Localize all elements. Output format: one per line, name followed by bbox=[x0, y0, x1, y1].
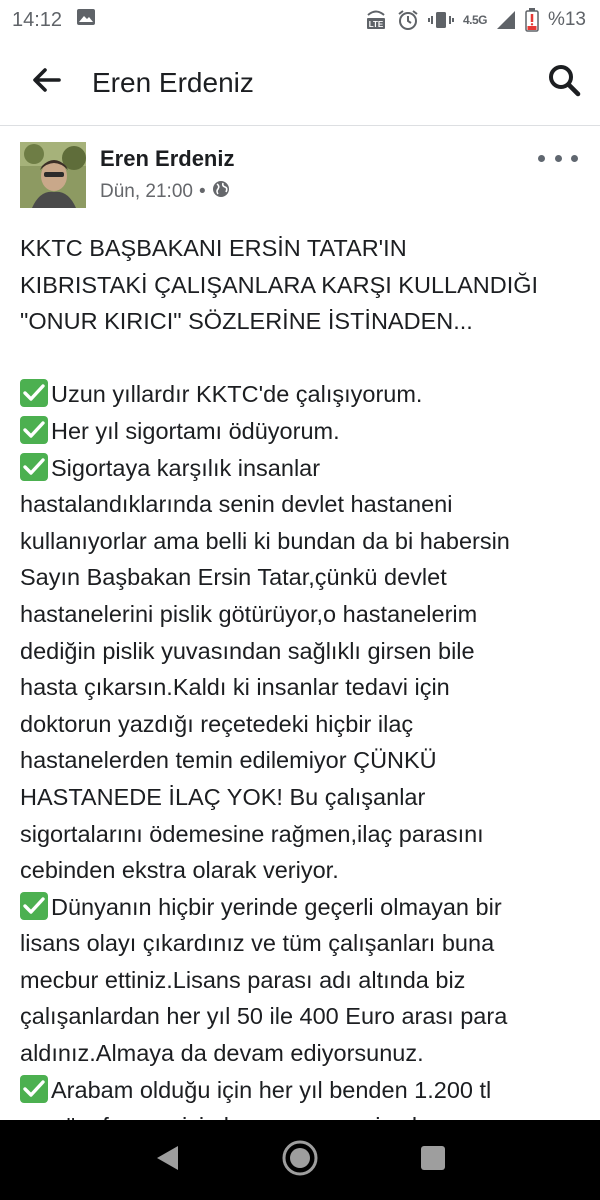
more-options-button[interactable] bbox=[538, 148, 578, 168]
check-mark-button-icon bbox=[20, 1075, 48, 1103]
check-mark-button-icon bbox=[20, 453, 48, 481]
recents-square-icon bbox=[420, 1145, 446, 1176]
post-text bbox=[20, 230, 592, 1120]
check-mark-button-icon bbox=[20, 379, 48, 407]
post-line: mecbur ettiniz.Lisans parası adı altında biz bbox=[20, 966, 466, 993]
paragraph-gap bbox=[20, 340, 592, 377]
post-line: sigortalarını ödemesine rağmen,ilaç parasını bbox=[20, 820, 484, 847]
back-triangle-icon bbox=[154, 1144, 180, 1177]
back-button[interactable] bbox=[0, 40, 92, 126]
battery-percent: %13 bbox=[547, 9, 586, 30]
svg-text:LTE: LTE bbox=[368, 20, 384, 29]
status-left bbox=[12, 8, 96, 32]
post-line: hasta çıkarsın.Kaldı ki insanlar tedavi için bbox=[20, 674, 450, 701]
post-time-row bbox=[100, 180, 234, 204]
post-line: Sigortaya karşılık insanlar bbox=[20, 450, 592, 487]
vibrate-icon bbox=[428, 10, 454, 30]
nav-recents-button[interactable] bbox=[403, 1130, 463, 1190]
alarm-icon bbox=[397, 9, 419, 31]
search-icon bbox=[547, 63, 581, 102]
more-dot-icon bbox=[538, 155, 545, 162]
post-line: kullanıyorlar ama belli ki bundan da bi habersin bbox=[20, 527, 510, 554]
more-dot-icon bbox=[571, 155, 578, 162]
nav-home-button[interactable] bbox=[270, 1130, 330, 1190]
battery-low-icon bbox=[525, 8, 539, 32]
post-line: aldınız.Almaya da devam ediyorsunuz. bbox=[20, 1040, 424, 1067]
back-arrow-icon bbox=[31, 67, 61, 98]
separator-dot: • bbox=[198, 181, 206, 202]
post-intro-line: KIBRISTAKİ ÇALIŞANLARA KARŞI KULLANDIĞI bbox=[20, 271, 539, 298]
nav-back-button[interactable] bbox=[137, 1130, 197, 1190]
post-line: HASTANEDE İLAÇ YOK! Bu çalışanlar bbox=[20, 783, 426, 810]
volte-icon bbox=[364, 9, 388, 31]
post-line: Arabam olduğu için her yıl benden 1.200 tl bbox=[20, 1072, 592, 1109]
globe-icon bbox=[212, 180, 230, 204]
post-intro-line: "ONUR KIRICI" SÖZLERİNE İSTİNADEN... bbox=[20, 308, 473, 335]
post-line: Uzun yıllardır KKTC'de çalışıyorum. bbox=[20, 376, 592, 413]
author-name[interactable]: Eren Erdeniz bbox=[100, 146, 235, 171]
signal-icon bbox=[496, 10, 516, 30]
post-line: hastanelerini pislik götürüyor,o hastanelerim bbox=[20, 600, 478, 627]
gallery-notification-icon bbox=[76, 8, 96, 32]
status-right bbox=[364, 8, 586, 32]
post-line: Her yıl sigortamı ödüyorum. bbox=[20, 413, 592, 450]
check-mark-button-icon bbox=[20, 892, 48, 920]
post-line: doktorun yazdığı reçetedeki hiçbir ilaç bbox=[20, 710, 414, 737]
network-type-label: 4.5G bbox=[462, 13, 487, 27]
post-header bbox=[0, 126, 600, 224]
post-line: lisans olayı çıkardınız ve tüm çalışanları buna bbox=[20, 930, 495, 957]
post-line: hastalandıklarında senin devlet hastaneni bbox=[20, 491, 453, 518]
post-line: hastanelerden temin edilemiyor ÇÜNKÜ bbox=[20, 747, 437, 774]
check-mark-button-icon bbox=[20, 416, 48, 444]
search-button[interactable] bbox=[528, 40, 600, 126]
status-bar bbox=[0, 0, 600, 40]
post-meta bbox=[100, 146, 234, 204]
post-time[interactable]: Dün, 21:00 bbox=[100, 181, 193, 202]
post-line: cebinden ekstra olarak veriyor. bbox=[20, 857, 339, 884]
home-circle-icon bbox=[281, 1139, 319, 1182]
post-line: Dünyanın hiçbir yerinde geçerli olmayan bir bbox=[20, 889, 592, 926]
post-line: çalışanlardan her yıl 50 ile 400 Euro arası para bbox=[20, 1003, 508, 1030]
post-intro-line: KKTC BAŞBAKANI ERSİN TATAR'IN bbox=[20, 235, 407, 261]
app-bar bbox=[0, 40, 600, 126]
avatar[interactable] bbox=[20, 142, 86, 208]
status-time: 14:12 bbox=[12, 8, 63, 31]
post-line: Sayın Başbakan Ersin Tatar,çünkü devlet bbox=[20, 564, 447, 591]
system-navigation-bar bbox=[0, 1120, 600, 1200]
page-title: Eren Erdeniz bbox=[92, 66, 254, 98]
post-line: dediğin pislik yuvasından sağlıklı girsen bile bbox=[20, 637, 475, 664]
more-dot-icon bbox=[555, 155, 562, 162]
